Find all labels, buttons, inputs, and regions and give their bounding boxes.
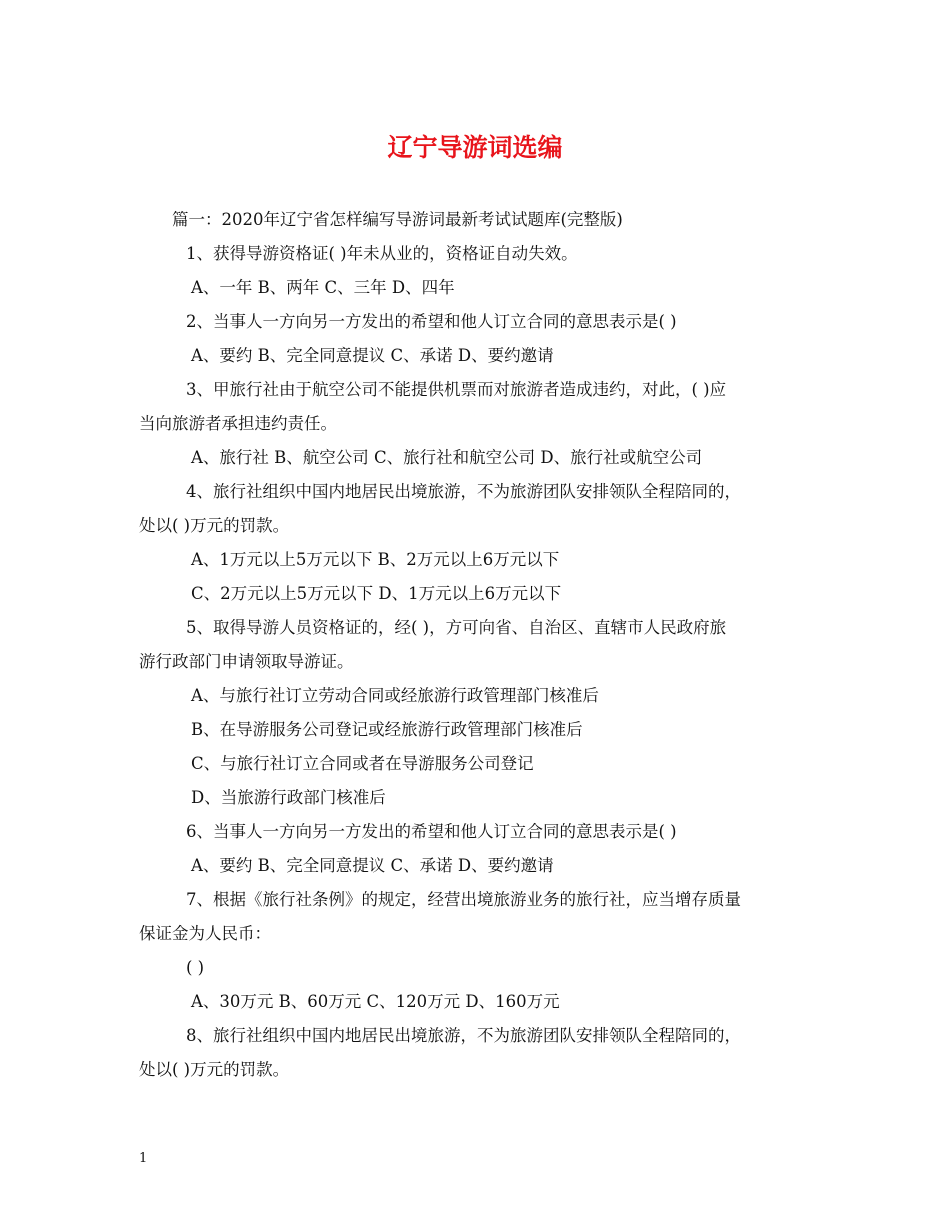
question-5-option-a: A、与旅行社订立劳动合同或经旅游行政管理部门核准后	[191, 686, 599, 705]
document-title: 辽宁导游词选编	[387, 133, 563, 162]
question-5-continued: 游行政部门申请领取导游证。	[139, 652, 354, 671]
page-number: 1	[139, 1151, 148, 1166]
section-heading: 篇一：2020年辽宁省怎样编写导游词最新考试试题库(完整版)	[172, 210, 623, 229]
document-body	[139, 203, 819, 1087]
question-5-option-b: B、在导游服务公司登记或经旅游行政管理部门核准后	[191, 720, 583, 739]
question-7-options: A、30万元 B、60万元 C、120万元 D、160万元	[191, 992, 560, 1011]
question-5-option-d: D、当旅游行政部门核准后	[191, 788, 386, 807]
question-3-options: A、旅行社 B、航空公司 C、旅行社和航空公司 D、旅行社或航空公司	[191, 448, 703, 467]
question-7-continued: 保证金为人民币：	[139, 924, 271, 943]
question-3: 3、甲旅行社由于航空公司不能提供机票而对旅游者造成违约，对此，( )应	[186, 380, 727, 399]
question-2: 2、当事人一方向另一方发出的希望和他人订立合同的意思表示是( )	[186, 312, 677, 331]
question-6: 6、当事人一方向另一方发出的希望和他人订立合同的意思表示是( )	[186, 822, 677, 841]
question-8-continued: 处以( )万元的罚款。	[139, 1060, 290, 1079]
question-1: 1、获得导游资格证( )年未从业的，资格证自动失效。	[186, 244, 578, 263]
question-3-continued: 当向旅游者承担违约责任。	[139, 414, 337, 433]
question-5: 5、取得导游人员资格证的，经( )，方可向省、自治区、直辖市人民政府旅	[186, 618, 727, 637]
question-7: 7、根据《旅行社条例》的规定，经营出境旅游业务的旅行社，应当增存质量	[186, 890, 741, 909]
question-4-options-ab: A、1万元以上5万元以下 B、2万元以上6万元以下	[191, 550, 560, 569]
question-8: 8、旅行社组织中国内地居民出境旅游，不为旅游团队安排领队全程陪同的，	[186, 1026, 741, 1045]
question-4-options-cd: C、2万元以上5万元以下 D、1万元以上6万元以下	[191, 584, 562, 603]
question-2-options: A、要约 B、完全同意提议 C、承诺 D、要约邀请	[191, 346, 554, 365]
question-4: 4、旅行社组织中国内地居民出境旅游，不为旅游团队安排领队全程陪同的，	[186, 482, 741, 501]
question-7-blank: ( )	[186, 958, 205, 977]
question-6-options: A、要约 B、完全同意提议 C、承诺 D、要约邀请	[191, 856, 554, 875]
question-5-option-c: C、与旅行社订立合同或者在导游服务公司登记	[191, 754, 534, 773]
question-1-options: A、一年 B、两年 C、三年 D、四年	[191, 278, 455, 297]
question-4-continued: 处以( )万元的罚款。	[139, 516, 290, 535]
